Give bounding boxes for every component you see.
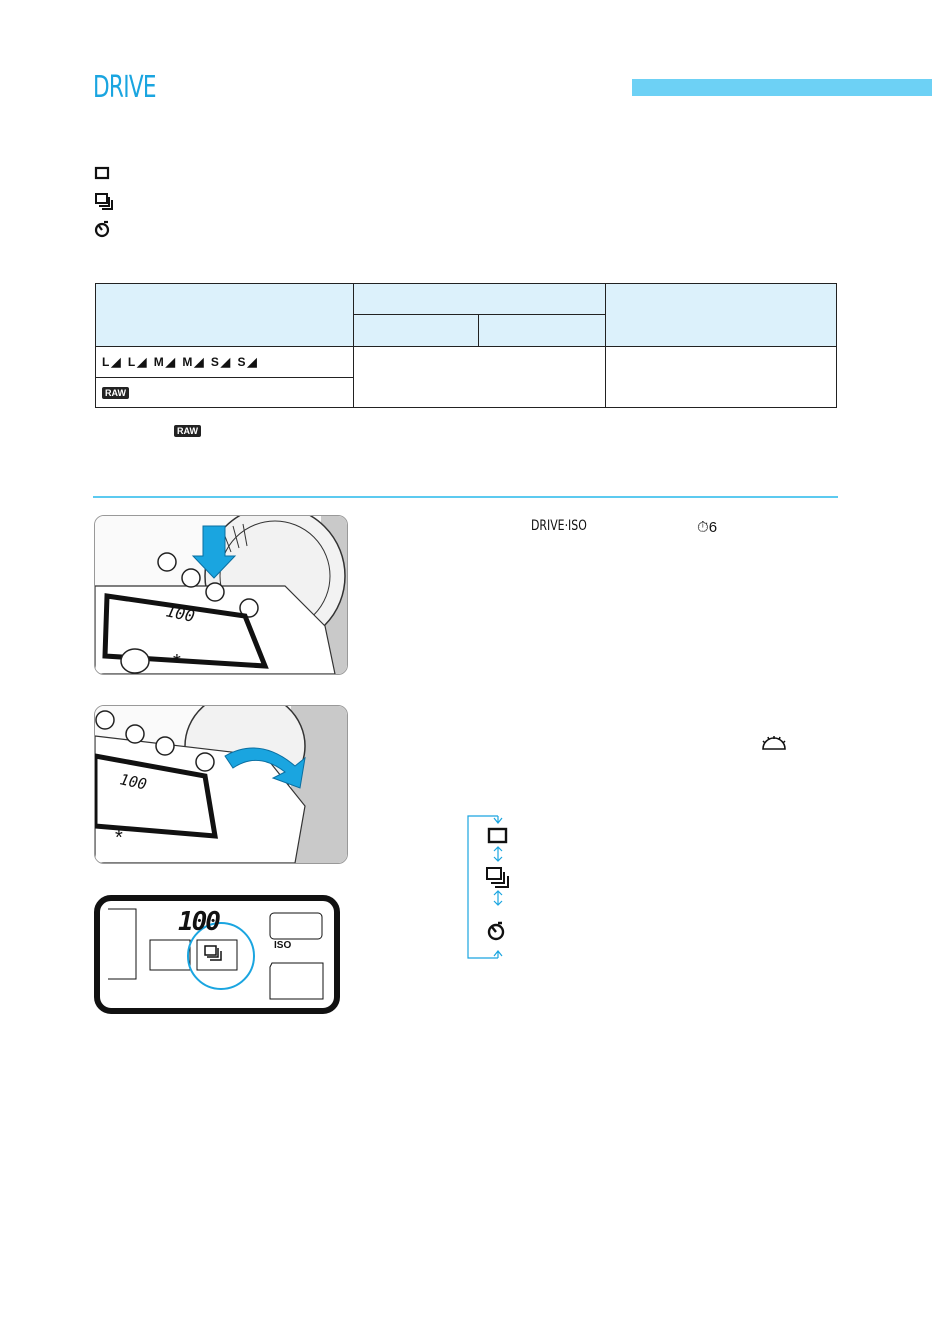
svg-text:*: * <box>173 651 181 673</box>
drive-mode-cycle-diagram <box>466 812 526 962</box>
quality-raw-row <box>96 377 354 407</box>
main-dial-icon <box>760 735 788 751</box>
note-raw-badge: RAW <box>174 425 201 437</box>
table-header-cell <box>96 284 354 347</box>
table-cell <box>606 346 837 408</box>
svg-text:100: 100 <box>118 770 149 794</box>
table-cell <box>354 346 606 408</box>
lcd-iso-value: 100 <box>178 907 219 937</box>
quality-jpeg-row: L◢ L◢ M◢ M◢ S◢ S◢ <box>96 346 354 377</box>
single-shot-icon <box>94 166 114 182</box>
self-timer-icon <box>94 220 114 238</box>
lcd-iso-label: ISO <box>274 940 292 951</box>
svg-text:*: * <box>115 827 123 849</box>
timer-label: ⏱6 <box>697 519 718 536</box>
raw-badge: RAW <box>102 387 129 399</box>
camera-photo-press-button <box>94 515 348 675</box>
quality-table <box>95 283 837 408</box>
section-divider <box>93 496 838 498</box>
table-header-cell <box>606 284 837 347</box>
table-header-cell <box>354 284 606 315</box>
title-bar <box>632 79 932 96</box>
table-subheader-cell <box>479 315 606 346</box>
table-subheader-cell <box>354 315 479 346</box>
continuous-shot-icon <box>94 192 114 212</box>
camera-photo-turn-dial <box>94 705 348 864</box>
drive-iso-button-label: DRIVE·ISO <box>531 518 587 534</box>
svg-text:100: 100 <box>164 601 197 626</box>
page-title: DRIVE <box>93 70 156 105</box>
